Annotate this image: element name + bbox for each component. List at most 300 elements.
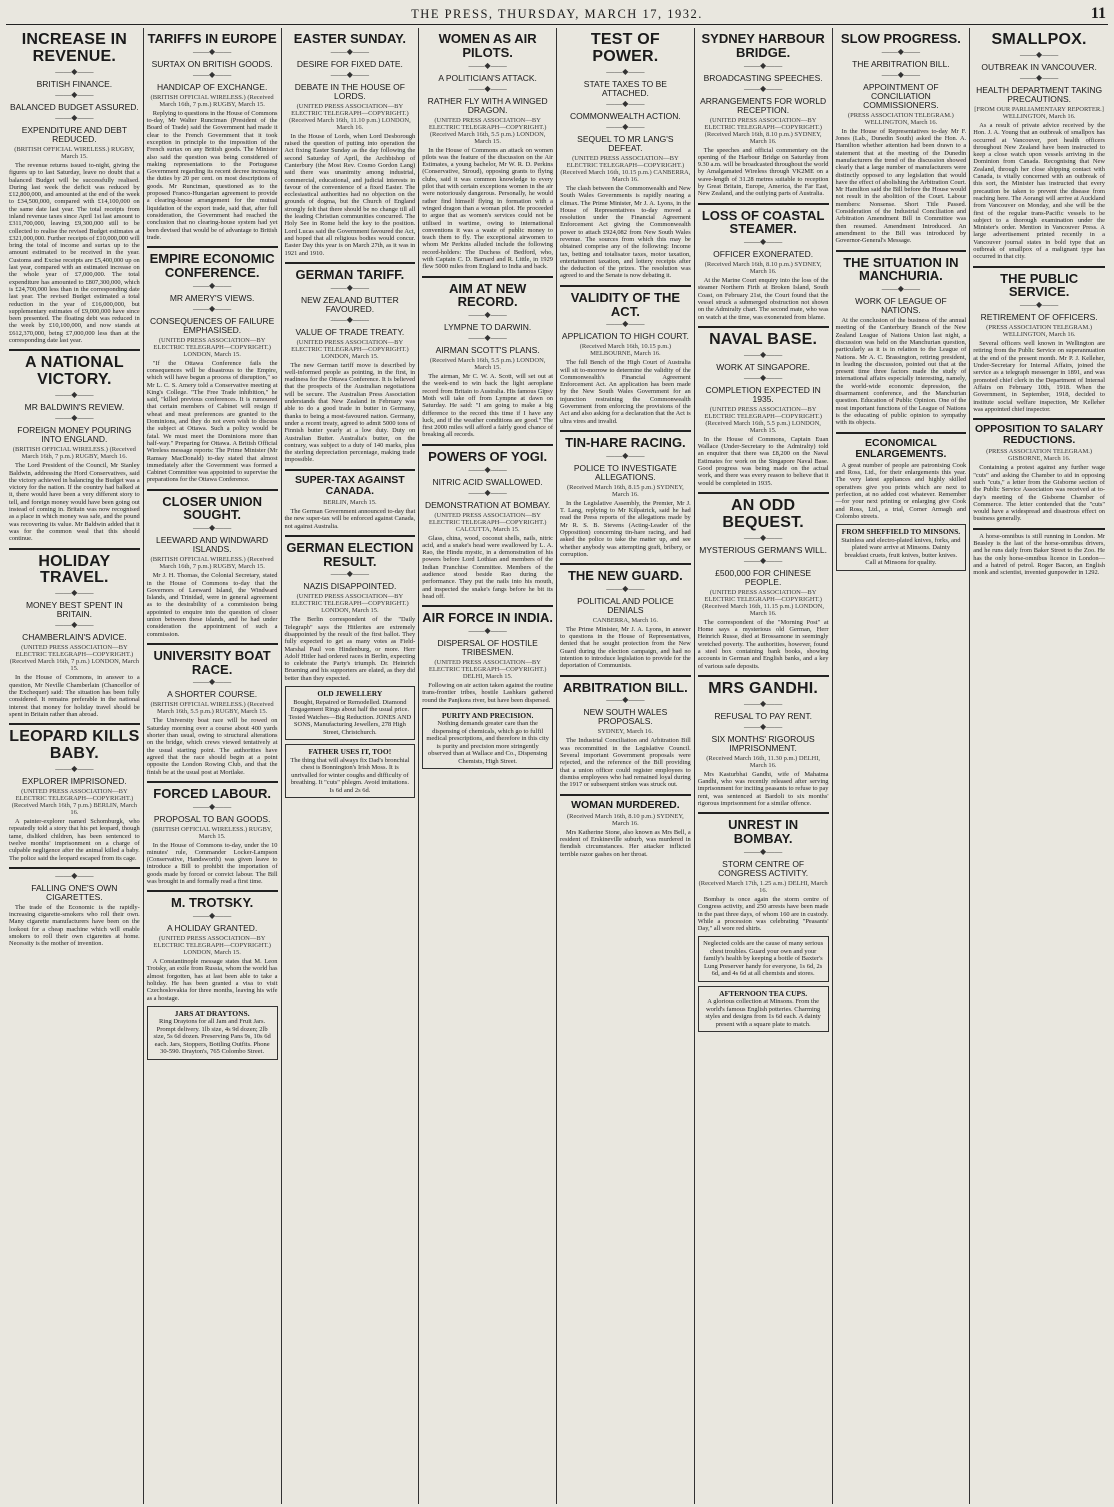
- dateline: (UNITED PRESS ASSOCIATION—BY ELECTRIC TELEGRAPH—COPYRIGHT.) (Received March 16th, 11.10 p.m.) LONDON, March 16.: [288, 102, 411, 131]
- subheadline: LYMPNE TO DARWIN.: [444, 322, 532, 333]
- dateline: (Received March 16th, 11.30 p.m.) DELHI, March 16.: [706, 754, 821, 769]
- ornament-rule: ——◆——: [744, 555, 783, 565]
- ornament-rule: ——◆——: [468, 333, 507, 343]
- article-body: A Constantinople message states that M. Leon Trotsky, an exile from Russia, whom the world has almost forgotten, has at last been able to take a holiday. He has been granted a visa to visit Czechoslovakia for three months, leaving his wife as a hostage.: [146, 958, 278, 1002]
- headline: LOSS OF COASTAL STEAMER.: [701, 207, 825, 237]
- dateline: (UNITED PRESS ASSOCIATION—BY ELECTRIC TELEGRAPH—COPYRIGHT.) LONDON, March 15.: [291, 593, 409, 615]
- advertisement: [698, 986, 829, 1033]
- dateline: (Received March 16th, 8.10 p.m.) SYDNEY, March 16.: [566, 812, 684, 827]
- dateline: (UNITED PRESS ASSOCIATION—BY ELECTRIC TELEGRAPH—COPYRIGHT.) DELHI, March 15.: [428, 658, 547, 680]
- dateline: (UNITED PRESS ASSOCIATION—BY ELECTRIC TELEGRAPH—COPYRIGHT.) (Received March 16th, 5.5 p.m.) LONDON, March 15.: [428, 116, 547, 145]
- article: [9, 32, 140, 344]
- advertisement: [285, 686, 416, 740]
- page-number: 11: [1090, 5, 1106, 22]
- headline: NAVAL BASE.: [709, 330, 818, 348]
- ornament-rule: ——◆——: [330, 69, 369, 79]
- subheadline: BROADCASTING SPEECHES.: [703, 72, 823, 83]
- dateline: (PRESS ASSOCIATION TELEGRAM.) WELLINGTON, March 16.: [986, 324, 1093, 339]
- ad-title: FATHER USES IT, TOO!: [308, 747, 392, 757]
- ornament-rule: ——◆——: [1020, 300, 1059, 310]
- headline: AIR FORCE IN INDIA.: [422, 610, 553, 626]
- article: [698, 326, 829, 487]
- article-body: At the Marine Court enquiry into the loss of the steamer Northern Firth at Broken Island, South Coast, on February 21st, the Court found that the vessel struck a submerged obstruction not shown on the Admiralty chart. The second mate, who was on watch at the time, was exonerated from blame.: [697, 277, 829, 321]
- subheadline: EXPENDITURE AND DEBT REDUCED.: [21, 124, 128, 144]
- headline: EASTER SUNDAY.: [293, 31, 406, 46]
- article: [422, 32, 553, 271]
- article-divider: [560, 794, 691, 796]
- ad-title: PURITY AND PRECISION.: [441, 710, 534, 720]
- article: [560, 430, 691, 558]
- article-body: Bombay is once again the storm centre of Congress activity, and 250 arrests have been made in the past three days, of whom 160 are in custody. While a procession was celebrating "Peasants' Day," all wore red shirts.: [697, 895, 829, 933]
- headline: MRS GANDHI.: [708, 679, 818, 697]
- article-divider: [698, 326, 829, 328]
- article: [560, 675, 691, 789]
- ornament-rule: ——◆——: [881, 46, 920, 56]
- dateline: (UNITED PRESS ASSOCIATION—BY ELECTRIC TELEGRAPH—COPYRIGHT.) LONDON, March 15.: [153, 935, 271, 957]
- ornament-rule: ——◆——: [193, 303, 232, 313]
- article-body: Replying to questions in the House of Commons to-day, Mr Walter Runciman (President of the Board of Trade) said the Government had made it clear to the French Government that it took exception in principle to the imposition of the French surtax on any British goods. The Minister also said the question was being considered of making representations to the Portuguese Government regarding its recent decree increasing the duties by 20 per cent. on most descriptions of goods. Mr Runciman, questioned as to the proposed Franco-Hungarian agreement to provide a clearing-house arrangement for the mutual liquidation of the export trade, said that, after full consideration, the Government had reached the conclusion that no clearing-house system had yet been devised that would be of advantage to British trade.: [146, 109, 278, 241]
- article: [285, 535, 416, 682]
- article: [836, 32, 967, 245]
- ornament-rule: ——◆——: [330, 46, 369, 56]
- article-body: The clash between the Commonwealth and New South Wales Governments is rapidly nearing a climax. The Prime Minister, Mr J. A. Lyons, in the House of Representatives to-day moved a resolution under the Financial Agreement Enforcement Act giving the Commonwealth power to attach £924,082 from New South Wales revenue. The sources from which this may be obtained comprise any of the following: Income tax, betting and totalisator taxes, motor taxation, entertainment taxation, and lottery receipts after the deduction of the prizes. The resolution was agreed to and the Senate is now debating it.: [560, 184, 691, 280]
- ad-title: OLD JEWELLERY: [317, 689, 383, 699]
- subheadline: MONEY BEST SPENT IN BRITAIN.: [25, 600, 123, 620]
- article-divider: [9, 548, 140, 550]
- headline: POWERS OF YOGI.: [428, 448, 548, 464]
- ornament-rule: ——◆——: [55, 413, 94, 423]
- article-divider: [560, 563, 691, 565]
- article: [422, 444, 553, 600]
- article-body: The new German tariff move is described by well-informed people as pointing, in the first, in readiness for the Ottawa Conference. It is believed that the prospects of the Australian negotiations will be secure. The Australian Press Association understands that New Zealand in February was able to do a good trade in butter in Germany, thanks to being a most-favoured nation. Germany, under a recent treaty, agreed to admit 5000 tons of Finnish butter yearly at a low duty. Duty on Australian Butter. Australia's butter, on the contrary, was subject to a duty of 140 marks, plus the sterling depreciation percentage, making trade impossible.: [284, 361, 416, 464]
- article-divider: [560, 285, 691, 287]
- article-divider: [285, 262, 416, 264]
- ornament-rule: ——◆——: [606, 319, 645, 329]
- headline: EMPIRE ECONOMIC CONFERENCE.: [149, 251, 275, 280]
- article-body: In the Legislative Assembly, the Premier, Mr J. T. Lang, replying to Mr Kilpatrick, said he had read the Press reports of the allegations made by Mr R. S. B. Stevens (Acting-Leader of the Opposition) concerning tin-hare racing, and had asked the police to take the matter up, and see whether anybody was attempting graft, bribery, or corruption.: [560, 499, 691, 558]
- article: [9, 548, 140, 719]
- subheadline: AIRMAN SCOTT'S PLANS.: [435, 345, 540, 356]
- ornament-rule: ——◆——: [193, 280, 232, 290]
- subheadline: CONSEQUENCES OF FAILURE EMPHASISED.: [150, 315, 275, 335]
- subheadline: DESIRE FOR FIXED DATE.: [296, 58, 403, 69]
- dateline: (Received March 16th, 8.10 p.m.) SYDNEY, March 16.: [704, 261, 822, 276]
- article-body: Following on air action taken against the routine trans-frontier tribes, hostile Lashkars gathered round the Panjkora river, but have been dispersed.: [422, 681, 553, 704]
- subheadline: SEQUEL TO MR LANG'S DEFEAT.: [577, 133, 674, 153]
- ad-text: Neglected colds are the cause of many serious chest troubles. Guard your own and your family's health by keeping a bottle of Baxter's Lung Preserver handy for everyone, 1s 6d, 2s 6d, and 4s 6d at all chemists and stores.: [703, 940, 824, 978]
- subheadline: VALUE OF TRADE TREATY.: [295, 326, 405, 337]
- article-body: A painter-explorer named Schomburgk, who repeatedly told a story that his pet leopard, though tame, disliked children, has been sentenced to twelve months' imprisonment on a charge of culpable negligence after the animal killed a baby. The police said the leopard escaped from its cage.: [9, 818, 140, 862]
- ornament-rule: ——◆——: [330, 314, 369, 324]
- subheadline: RATHER FLY WITH A WINGED DRAGON.: [427, 95, 548, 115]
- subheadline: STATE TAXES TO BE ATTACHED.: [583, 78, 667, 98]
- article: [698, 32, 829, 198]
- ad-text: Ring Draytons for all Jam and Fruit Jars. Prompt delivery. 1lb size, 4s 9d dozen; 2lb size, 5s 6d dozen. Preserving Pans 9s, 10s 6d each. Jars, Stoppers, Bottling Outfits. Phone 30-590. Drayton's, 765 Colombo Street.: [153, 1018, 271, 1056]
- ornament-rule: ——◆——: [1020, 49, 1059, 59]
- dateline: (Received March 16th, 8.15 p.m.) SYDNEY, March 16.: [566, 483, 684, 498]
- ornament-rule: ——◆——: [468, 60, 507, 70]
- ad-text: The thing that will always fix Dad's bronchial chest is Bonnington's Irish Moss. It is unrivalled for winter coughs and difficulty of breathing. It "cuts" phlegm. Avoid imitations. Is 6d and 2s 6d.: [290, 756, 410, 794]
- article-body: Mr J. H. Thomas, the Colonial Secretary, stated in the House of Commons to-day that the Governors of Leeward Island, the Windward Islands, and Trinidad, were in general agreement as to the desirability of a commission being appointed to enquire into the question of closer union between these islands, and he had under consideration the appointment of such a commission.: [146, 572, 278, 638]
- ornament-rule: ——◆——: [330, 569, 369, 579]
- article-body: The full Bench of the High Court of Australia will sit to-morrow to determine the validity of the Commonwealth's Financial Agreement Enforcement Act. An application has been made by the New South Wales Government for an injunction restraining the Commonwealth Government from enforcing the provisions of the Act and also asking for a declaration that the Act is ultra vires and invalid.: [560, 359, 691, 425]
- advertisement: [836, 524, 967, 571]
- dateline: [FROM OUR PARLIAMENTARY REPORTER.] WELLINGTON, March 16.: [974, 105, 1104, 120]
- subheadline: LEEWARD AND WINDWARD ISLANDS.: [156, 535, 269, 555]
- headline: SUPER-TAX AGAINST CANADA.: [295, 473, 405, 497]
- ornament-rule: ——◆——: [744, 532, 783, 542]
- article: [9, 867, 140, 948]
- headline: VALIDITY OF THE ACT.: [570, 289, 681, 319]
- article-divider: [9, 723, 140, 725]
- article-body: The University boat race will be rowed on Saturday morning over a course about 400 yards shorter than usual, owing to structural alterations on the bridge, which crews viewed tentatively at the usual starting point. The authorities have agreed that the race should begin at a point opposite the London Rowing Club, and that the finish be at the usual post at Mortlake.: [146, 717, 278, 776]
- ornament-rule: ——◆——: [744, 721, 783, 731]
- ad-title: FROM SHEFFIELD TO MINSONS.: [841, 527, 961, 537]
- ad-text: Nothing demands greater care than the dispensing of chemicals, which go to fulfil medical prescriptions, and therefore in this city is purity and precision more stringently observed than at Wallace and Co., Dispensing Chemists, High Street.: [426, 720, 549, 765]
- subheadline: RETIREMENT OF OFFICERS.: [980, 312, 1098, 323]
- article-body: In the House of Commons an attack on women pilots was the feature of the discussion on the Air Estimates, a young bachelor, Mr W. R. D. Perkins (Conservative, Stroud), opposing grants to flying clubs, said it was common knowledge to every pilot that with certain exceptions women in the air were notoriously dangerous. Personally, he would rather find himself flying in formation with a winged dragon than a woman pilot. He proceeded to argue that as women's services could not be utilised in wartime, owing to international conventions it was a waste of public money to teach them to fly. The exceptional airwomen to whom Mr Perkins alluded include the following record-holders: The Duchess of Bedford, who, with Captain C. D. Barnard and R. Little, in 1929 flew 5000 miles from England to India and back.: [422, 146, 553, 271]
- headline: ARBITRATION BILL.: [563, 679, 688, 695]
- headline: SYDNEY HARBOUR BRIDGE.: [701, 31, 825, 60]
- ad-text: Bought, Repaired or Remodelled. Diamond Engagement Rings about half the usual price. Tested Watches—Big Reduction. JONES AND SONS, Manufacturing Jewellers, 278 High Street, Christchurch.: [288, 698, 412, 736]
- headline: FORCED LABOUR.: [153, 785, 271, 801]
- dateline: (UNITED PRESS ASSOCIATION—BY ELECTRIC TELEGRAPH—COPYRIGHT.) (Received March 16th, 10.15 p.m.) CANBERRA, March 16.: [560, 154, 691, 183]
- subheadline: ARRANGEMENTS FOR WORLD RECEPTION.: [700, 95, 827, 115]
- article: [973, 266, 1105, 414]
- article-body: The Industrial Conciliation and Arbitration Bill was recommitted in the Legislative Council. Several important Government proposals were rejected, and the reference of the Bill providing that a union officer could register employees to dismiss employees who had remained loyal during the 1917 or subsequent strikes was struck out.: [560, 737, 691, 789]
- dateline: (UNITED PRESS ASSOCIATION—BY ELECTRIC TELEGRAPH—COPYRIGHT.) (Received March 16th, 5.5 p.m.) LONDON, March 15.: [704, 405, 822, 434]
- column-4: [419, 28, 557, 1504]
- subheadline: SURTAX ON BRITISH GOODS.: [151, 58, 273, 69]
- ornament-rule: ——◆——: [468, 464, 507, 474]
- subheadline: SIX MONTHS' RIGOROUS IMPRISONMENT.: [711, 733, 815, 753]
- article: [147, 781, 278, 886]
- dateline: (PRESS ASSOCIATION TELEGRAM.) WELLINGTON, March 16.: [847, 111, 954, 126]
- headline: M. TROTSKY.: [170, 895, 254, 911]
- dateline: (UNITED PRESS ASSOCIATION—BY ELECTRIC TELEGRAPH—COPYRIGHT.) LONDON, March 15.: [291, 338, 409, 360]
- article-divider: [147, 489, 278, 491]
- masthead: [6, 4, 1108, 25]
- advertisement: [422, 708, 553, 770]
- article: [698, 675, 829, 807]
- article: [422, 605, 553, 704]
- subheadline: NAZIS DISAPPOINTED.: [303, 581, 397, 592]
- headline: GERMAN ELECTION RESULT.: [286, 539, 414, 569]
- article-body: In the House of Lords, when Lord Desborough raised the question of putting into operation the Act fixing Easter Sunday as the day following the second Saturday of April, the Archbishop of Canterbury (the Most Rev. Cosmo Gordon Lang) said there was unanimity among industrial, commercial, educational, and judicial interests in favour of the convenience of a fixed Easter. The ecclesiastical authorities had no objection on the grounds of dogma, but the Church of England strongly felt that there should be no change till all the leading Christian communities concurred. The Holy See in Rome held the key to the position. Lord Lucas said the Government favoured the Act, and hoped that all religious bodies would concur. Easter Day this year is on March 27th, as it was in 1921 and 1910.: [284, 132, 416, 257]
- subheadline: REFUSAL TO PAY RENT.: [714, 710, 812, 721]
- headline: CLOSER UNION SOUGHT.: [162, 493, 262, 523]
- article-divider: [698, 812, 829, 814]
- subheadline: POLICE TO INVESTIGATE ALLEGATIONS.: [573, 462, 677, 482]
- article: [9, 723, 140, 862]
- article-body: The trade of the Economic is the rapidly-increasing cigarette-smokers who roll their own. Many cigarette manufacturers have been on the lookout for a cheap machine which will enable smokers to roll their own cigarettes at home. Necessity is the mother of invention.: [9, 903, 140, 948]
- ornament-rule: ——◆——: [606, 98, 645, 108]
- dateline: (BRITISH OFFICIAL WIRELESS.) (Received March 16th, 7 p.m.) RUGBY, March 16.: [12, 446, 136, 461]
- article-divider: [973, 266, 1105, 268]
- ornament-rule: ——◆——: [193, 677, 232, 687]
- article-divider: [836, 432, 967, 434]
- subheadline: EXPLORER IMPRISONED.: [21, 776, 127, 787]
- ornament-rule: ——◆——: [468, 310, 507, 320]
- ornament-rule: ——◆——: [881, 284, 920, 294]
- column-7: [833, 28, 971, 1504]
- article-divider: [285, 535, 416, 537]
- article-divider: [560, 675, 691, 677]
- headline: UNREST IN BOMBAY.: [728, 817, 799, 847]
- column-8: [970, 28, 1108, 1504]
- article-body: The Prime Minister, Mr J. A. Lyons, in answer to questions in the House of Representatives, denied that he sought protection from the New Guard during the election campaign, and had no intention to introduce legislation to provide for the deportation of Communists.: [560, 625, 691, 670]
- ornament-rule: ——◆——: [606, 121, 645, 131]
- advertisement: [147, 1006, 278, 1060]
- ornament-rule: ——◆——: [55, 112, 94, 122]
- ornament-rule: ——◆——: [55, 620, 94, 630]
- article: [147, 246, 278, 484]
- article: [422, 276, 553, 439]
- headline: WOMEN AS AIR PILOTS.: [438, 31, 537, 60]
- article: [973, 32, 1105, 261]
- article-body: Several officers well known in Wellington are retiring from the Public Service on superannuation at the end of the present month. Mr P. J. Kelleher, Under-Secretary for Internal Affairs, joined the service as a telegraph messenger in 1891, and was promoted chief clerk in the Department of Internal Affairs on February 10th, 1918. When the Government, in September, 1918, decided to institute social welfare inspection, Mr Kelleher was appointed chief inspector.: [973, 340, 1105, 413]
- advertisement: [698, 936, 829, 982]
- subheadline: OFFICER EXONERATED.: [713, 249, 814, 260]
- ornament-rule: ——◆——: [606, 583, 645, 593]
- article: [973, 528, 1105, 577]
- article-divider: [973, 418, 1105, 420]
- headline: TIN-HARE RACING.: [565, 434, 686, 450]
- headline: SMALLPOX.: [991, 31, 1087, 48]
- ornament-rule: ——◆——: [55, 66, 94, 76]
- ornament-rule: ——◆——: [330, 282, 369, 292]
- headline: AN ODD BEQUEST.: [722, 496, 804, 531]
- subheadline: APPOINTMENT OF CONCILIATION COMMISSIONERS.: [863, 81, 939, 110]
- ad-title: AFTERNOON TEA CUPS.: [719, 988, 808, 998]
- dateline: (UNITED PRESS ASSOCIATION—BY ELECTRIC TELEGRAPH—COPYRIGHT.) (Received March 16th, 7 p.m.) LONDON, March 15.: [9, 644, 139, 673]
- ornament-rule: ——◆——: [744, 846, 783, 856]
- ornament-rule: ——◆——: [55, 390, 94, 400]
- headline: UNIVERSITY BOAT RACE.: [153, 647, 271, 677]
- article-body: Glass, china, wood, coconut shells, nails, nitric acid, and a snake's head were swallowed by L. A. Rao, the Hindu mystic, in a demonstration of his powers before Lord Lothian and members of the Indian Franchise Committee. Members of the audience stood beside Rao during the performance. They put the nails into his mouth, and inspected the snake's fangs before he bit its head off.: [422, 534, 553, 600]
- article-body: Mrs Katherine Stone, also known as Mrs Bell, a resident of Erskineville suburb, was murdered in fiendish circumstances. Her attacker inflicted terrible razor gashes on her throat.: [560, 828, 691, 858]
- ornament-rule: ——◆——: [1020, 72, 1059, 82]
- subheadline: MR AMERY'S VIEWS.: [169, 292, 255, 303]
- dateline: SYDNEY, March 16.: [597, 728, 654, 736]
- subheadline: HANDICAP OF EXCHANGE.: [156, 81, 268, 92]
- article: [698, 812, 829, 932]
- article: [560, 563, 691, 670]
- ad-title: JARS AT DRAYTONS.: [174, 1008, 250, 1018]
- article: [698, 203, 829, 321]
- ornament-rule: ——◆——: [744, 83, 783, 93]
- article-body: Containing a protest against any further wage "cuts" and asking the Chamber to aid in opposing such "cuts," a letter from the Gisborne section of the Public Service Association was received at to-day's meeting of the Gisborne Chamber of Commerce. The letter contended that the "cuts" would have a widespread and disastrous effect on business generally.: [973, 464, 1105, 523]
- subheadline: NEW ZEALAND BUTTER FAVOURED.: [300, 294, 399, 314]
- article: [973, 418, 1105, 523]
- ornament-rule: ——◆——: [468, 83, 507, 93]
- column-3: [282, 28, 420, 1504]
- article-divider: [422, 605, 553, 607]
- headline: HOLIDAY TRAVEL.: [38, 552, 111, 587]
- article-body: In the House of Commons, in answer to a question, Mr Neville Chamberlain (Chancellor of the Exchequer) said: The situation has been fully considered. It remains preferable in the national interest that money for holiday travel should be spent in Britain rather than abroad.: [9, 674, 140, 718]
- article-divider: [973, 528, 1105, 530]
- subheadline: BALANCED BUDGET ASSURED.: [9, 101, 139, 112]
- ornament-rule: ——◆——: [744, 60, 783, 70]
- subheadline: CHAMBERLAIN'S ADVICE.: [22, 632, 127, 643]
- headline: THE PUBLIC SERVICE.: [1000, 270, 1079, 300]
- subheadline: A POLITICIAN'S ATTACK.: [438, 72, 537, 83]
- ornament-rule: ——◆——: [193, 911, 232, 921]
- subheadline: BRITISH FINANCE.: [36, 78, 113, 89]
- headline: TARIFFS IN EUROPE: [147, 31, 277, 46]
- article-body: In the House of Commons, Captain Euan Wallace (Under-Secretary to the Admiralty) told an enquirer that there was £8,200 on the Naval Estimates for work on the Singapore Naval Base. Good progress was being made on the actual work, and there was every reason to believe that it would be completed in 1935.: [697, 435, 829, 487]
- article: [147, 32, 278, 241]
- ornament-rule: ——◆——: [468, 625, 507, 635]
- dateline: BERLIN, March 15.: [323, 498, 377, 506]
- article: [147, 489, 278, 638]
- ornament-rule: ——◆——: [193, 523, 232, 533]
- article: [836, 432, 967, 521]
- article-body: In the House of Representatives to-day Mr F. Jones (Lab., Dunedin South) asked the Hon. A. Hamilton whether attention had been drawn to a statement that at the meeting of the Dunedin manufacturers the trend of the discussion showed clearly that a large number of manufacturers were distinctly opposed to any legislation that would have the effect of abolishing the Arbitration Court. Mr Hamilton said the Bill before the House would not result in the abolition of the Court. Labour members: Nonsense. Short Title Passed. Consideration of the Industrial Conciliation and Arbitration Amendment Bill in Committee was then resumed. Amendment Introduced. An amendment to the Bill was introduced by Governor-General's Message.: [835, 127, 967, 245]
- article: [560, 32, 691, 280]
- dateline: (Received March 17th, 1.25 a.m.) DELHI, March 16.: [698, 879, 828, 894]
- ornament-rule: ——◆——: [606, 450, 645, 460]
- column-1: [6, 28, 144, 1504]
- headline: OPPOSITION TO SALARY REDUCTIONS.: [974, 423, 1104, 447]
- article-body: The correspondent of the "Morning Post" at Home says a mysterious old German, Herr Heinrich Russe, died at Brossamone in seemingly wretched poverty. The authorities, however, found a steel box containing bank books, showing accounts in German and English banks, and a key of various safe deposits.: [697, 618, 829, 670]
- article: [147, 643, 278, 776]
- dateline: (Received March 16th, 10.15 p.m.) MELBOURNE, March 16.: [579, 343, 672, 358]
- article-divider: [836, 250, 967, 252]
- article-divider: [9, 867, 140, 869]
- subheadline: THE ARBITRATION BILL.: [852, 58, 950, 69]
- subheadline: A SHORTER COURSE.: [167, 689, 258, 700]
- subheadline: FOREIGN MONEY POURING INTO ENGLAND.: [17, 425, 132, 445]
- ornament-rule: ——◆——: [193, 801, 232, 811]
- headline: ECONOMICAL ENLARGEMENTS.: [855, 436, 947, 460]
- subheadline: POLITICAL AND POLICE DENIALS: [577, 595, 674, 615]
- ad-text: A glorious collection at Minsons. From the world's famous English potteries. Charming styles and designs from 1s 6d each. A dainty present with a square plate to match.: [705, 998, 821, 1028]
- subheadline: PROPOSAL TO BAN GOODS.: [153, 813, 271, 824]
- article-body: The Berlin correspondent of the "Daily Telegraph" says the Hitlerites are extremely disappointed by the result of the first ballot. They fully expected to get as many votes as Field-Marshal Paul von Hindenburg, or more. Herr Adolf Hitler had ordered races in Berlin, expecting to celebrate the Party's triumph. Dr. Heinrich Bruening and his supporters are elated, as they did better than they expected.: [284, 616, 416, 682]
- dateline: (UNITED PRESS ASSOCIATION—BY ELECTRIC TELEGRAPH—COPYRIGHT.) (Received March 16th, 7 p.m.) BERLIN, March 16.: [11, 788, 138, 817]
- dateline: (UNITED PRESS ASSOCIATION—BY ELECTRIC TELEGRAPH—COPYRIGHT.) LONDON, March 15.: [153, 336, 271, 358]
- dateline: (BRITISH OFFICIAL WIRELESS.) (Received March 16th, 7 p.m.) RUGBY, March 15.: [150, 556, 274, 571]
- headline: TEST OF POWER.: [590, 31, 660, 65]
- ornament-rule: ——◆——: [606, 66, 645, 76]
- column-2: [144, 28, 282, 1504]
- article-body: The revenue returns issued to-night, giving the figures up to last Saturday, leave no doubt that a balanced Budget will be successfully realised. During last week the deficit was reduced by £12,800,000, and amounted at the end of the week to £34,500,000, compared with £14,100,000 on the same date last year. The total receipts from inland revenue taxes since April 1st last amount to £311,700,000, leaving £9,300,000 still to be collected to realise the revised Budget estimates at £321,000,000. Further receipts of £10,000,000 will bring the total of income and surtax up to the amount estimated to be received in the year. Customs and Excise receipts are £5,400,000 up on last year, compared with an estimated increase on the whole year of £7,000,000. The total expenditure has amounted to £807,300,000, which is £24,700,000 less than in the corresponding date last year. The revised Budget estimated a total reduction in the year of £16,000,000, but supplementary estimates of £9,000,000 have since been presented. The floating debt was reduced in the week by £10,100,000, and now stands at £612,370,000, being £7,000,000 less than at the corresponding date last year.: [9, 161, 140, 345]
- subheadline: A HOLIDAY GRANTED.: [166, 923, 258, 934]
- dateline: (Received March 16th, 5.5 p.m.) LONDON, March 15.: [429, 357, 546, 372]
- ornament-rule: ——◆——: [55, 870, 94, 880]
- article-divider: [698, 492, 829, 494]
- headline: THE NEW GUARD.: [567, 568, 683, 584]
- dateline: CANBERRA, March 16.: [592, 616, 659, 624]
- headline: AIM AT NEW RECORD.: [448, 280, 527, 310]
- dateline: (UNITED PRESS ASSOCIATION—BY ELECTRIC TELEGRAPH—COPYRIGHT.) (Received March 16th, 11.15 p.m.) LONDON, March 16.: [702, 588, 825, 617]
- article: [560, 794, 691, 858]
- subheadline: FALLING ONE'S OWN CIGARETTES.: [31, 882, 118, 902]
- article-divider: [698, 203, 829, 205]
- subheadline: COMMONWEALTH ACTION.: [569, 110, 681, 121]
- headline: WOMAN MURDERED.: [571, 798, 680, 811]
- dateline: (BRITISH OFFICIAL WIRELESS.) RUGBY, March 15.: [14, 145, 135, 160]
- subheadline: STORM CENTRE OF CONGRESS ACTIVITY.: [718, 858, 809, 878]
- article: [285, 469, 416, 530]
- headline: A NATIONAL VICTORY.: [24, 354, 124, 389]
- subheadline: WORK OF LEAGUE OF NATIONS.: [855, 296, 947, 316]
- subheadline: HEALTH DEPARTMENT TAKING PRECAUTIONS.: [976, 84, 1103, 104]
- article-divider: [560, 430, 691, 432]
- article: [285, 262, 416, 464]
- article-divider: [147, 643, 278, 645]
- article-body: The airman, Mr C. W. A. Scott, will set out at the week-end to win back the light aeroplane record from Britain to Australia. His famous Gipsy Moth will take off from Lympne at dawn on Saturday. He said: "I am going to make a big difference to the record this time if I have any luck, and if the weather conditions are good." The first 2000 miles will afford a fairly good chance of breaking all records.: [422, 373, 553, 439]
- advertisement: [285, 744, 416, 798]
- dateline: (BRITISH OFFICIAL WIRELESS.) (Received March 16th, 7 p.m.) RUGBY, March 15.: [150, 93, 274, 108]
- article: [147, 890, 278, 1002]
- column-5: [557, 28, 695, 1504]
- article-body: "If the Ottawa Conference fails the consequences will be disastrous to the Empire, which will have begun a process of disruption," so Mr L. C. S. Amery told a Conservative meeting at King's College. "The Free Trade inhibition," he said, "killed previous conferences. It is rumoured that certain members of Cabinet will resign if wheat and meat preferences are granted to the Dominions, and they do not even wish to discuss the subject at Ottawa. Such a policy would be fatal. We must meet the Dominions more than half-way." Preparing for Ottawa. A British Official Wireless message reports: The Prime Minister (Mr Ramsay MacDonald) to-day stated that almost immediately after the Government was formed a Cabinet Committee was appointed to supervise the preparations for the Ottawa Conference.: [146, 359, 278, 484]
- subheadline: DISPERSAL OF HOSTILE TRIBESMEN.: [437, 637, 538, 657]
- ornament-rule: ——◆——: [744, 237, 783, 247]
- article: [9, 349, 140, 542]
- article-divider: [285, 469, 416, 471]
- subheadline: MYSTERIOUS GERMAN'S WILL.: [699, 544, 827, 555]
- article-divider: [698, 675, 829, 677]
- subheadline: NITRIC ACID SWALLOWED.: [432, 476, 543, 487]
- subheadline: OUTBREAK IN VANCOUVER.: [981, 61, 1097, 72]
- headline: SLOW PROGRESS.: [840, 31, 961, 46]
- subheadline: DEBATE IN THE HOUSE OF LORDS.: [294, 81, 405, 101]
- masthead-title: THE PRESS, THURSDAY, MARCH 17, 1932.: [411, 7, 703, 21]
- article-body: As a result of private advice received by the Hon. J. A. Young that an outbreak of smallpox has occurred at Vancouver, port health officers throughout New Zealand have been instructed to keep a close watch upon vessels arriving in the Dominion from Canada. Recognising that New Zealand, through her close shipping contact with Canada, is vitally concerned with an outbreak of this sort, the Minister has instructed that every precaution be taken to prevent the disease from reaching here. The Aorangi will arrive at Auckland from Vancouver on Monday, and she will be the first of the regular trans-Pacific vessels to be subject to a thorough examination under the Minister's order. Mention in Vancouver Press. A large advertisement printed recently in a Vancouver journal states in bold type that an outbreak of smallpox of a malignant type has occurred in that city.: [973, 121, 1105, 261]
- article-body: The Lord President of the Council, Mr Stanley Baldwin, addressing the Hord Conservatives, said the victory achieved in balancing the Budget was a victory for the nation. If the country had balked at it, there would have been a very different story to tell, and foreign money would have been going out instead of coming in. Britain was now recognised as a place in which money was safe, and the pound was recovering its value. Mr Baldwin added that it was for the common weal that this should continue.: [9, 462, 140, 543]
- article: [698, 492, 829, 670]
- ornament-rule: ——◆——: [606, 695, 645, 705]
- article-divider: [147, 246, 278, 248]
- dateline: (UNITED PRESS ASSOCIATION—BY ELECTRIC TELEGRAPH—COPYRIGHT.) CALCUTTA, March 15.: [428, 511, 547, 533]
- dateline: (BRITISH OFFICIAL WIRELESS.) RUGBY, March 15.: [151, 825, 273, 840]
- dateline: (PRESS ASSOCIATION TELEGRAM.) GISBORNE, March 16.: [986, 448, 1093, 463]
- subheadline: APPLICATION TO HIGH COURT.: [561, 331, 689, 342]
- dateline: (UNITED PRESS ASSOCIATION—BY ELECTRIC TELEGRAPH—COPYRIGHT.) (Received March 16th, 8.10 p.m.) SYDNEY, March 16.: [704, 116, 822, 145]
- headline: THE SITUATION IN MANCHURIA.: [843, 254, 959, 284]
- ornament-rule: ——◆——: [744, 349, 783, 359]
- subheadline: NEW SOUTH WALES PROPOSALS.: [583, 707, 668, 727]
- article-body: The speeches and official commentary on the opening of the Harbour Bridge on Saturday from 9.30 a.m. will be broadcasted throughout the world by Amalgamated Wireless through VK2ME on a wave-length of 31.28 metres suitable to reception by Great Britain, Europe, America, the Far East, New Zealand, and the outlying parts of Australia.: [697, 146, 829, 198]
- article-body: In the House of Commons to-day, under the 10 minutes' rule, Commander Locker-Lampson (Conservative, Handsworth) was given leave to introduce a Bill to prohibit the importation of goods made by forced or convict labour. The Bill was brought in and formally read a first time.: [146, 841, 278, 886]
- article-divider: [147, 890, 278, 892]
- article-body: A horse-omnibus is still running in London. Mr Beasley is the last of the horse-omnibus drivers, and he runs daily from Baker Street to the Zoo. He has the only horse-omnibus licence in London—and a hatred of petrol. Roger Bacon, an English monk and scientist, invented gunpowder in 1292.: [973, 532, 1105, 577]
- ornament-rule: ——◆——: [468, 487, 507, 497]
- ornament-rule: ——◆——: [193, 69, 232, 79]
- ornament-rule: ——◆——: [55, 764, 94, 774]
- article-divider: [422, 276, 553, 278]
- subheadline: COMPLETION EXPECTED IN 1935.: [705, 384, 821, 404]
- article-body: A great number of people are patronising Cook and Ross, Ltd., for their enlargements this year. The very latest appliances and highly skilled operatives give you prints which are next to perfection, at no added cost whatever. Remember—for your next printing or enlarging give Cook and Ross, Ltd., a trial, Corner Armagh and Colombo streets.: [835, 461, 967, 520]
- ornament-rule: ——◆——: [744, 372, 783, 382]
- article-body: Mrs Kasturbhai Gandhi, wife of Mahatma Gandhi, who was recently released after serving imprisonment for inciting peasants to refuse to pay rent, was sentenced at Bardoli to six months' rigorous imprisonment for a similar offence.: [697, 770, 829, 808]
- article-body: The German Government announced to-day that the new super-tax will be enforced against Canada, not against Australia.: [284, 507, 416, 530]
- ornament-rule: ——◆——: [193, 46, 232, 56]
- ornament-rule: ——◆——: [744, 698, 783, 708]
- article: [836, 250, 967, 427]
- article-body: At the conclusion of the business of the annual meeting of the Canterbury Branch of the New Zealand League of Nations Union last night, a discussion was held on the Manchurian question, particularly as it is in relation to the League of Nations. Mr A. C. Brassington, retiring president, in leading the discussion, pointed out that at the present time three factors made the study of international affairs especially interesting, namely, the world-wide economic depression, the disarmament conference, and the Manchurian question. Education of Public Opinion. One of the most important functions of the League of Nations is the educating of public opinion to sympathy with its objects.: [835, 317, 967, 427]
- article-divider: [147, 781, 278, 783]
- ornament-rule: ——◆——: [55, 89, 94, 99]
- subheadline: DEMONSTRATION AT BOMBAY.: [424, 499, 551, 510]
- headline: LEOPARD KILLS BABY.: [9, 728, 140, 763]
- headline: INCREASE IN REVENUE.: [21, 31, 128, 65]
- columns: [6, 28, 1108, 1504]
- ornament-rule: ——◆——: [55, 588, 94, 598]
